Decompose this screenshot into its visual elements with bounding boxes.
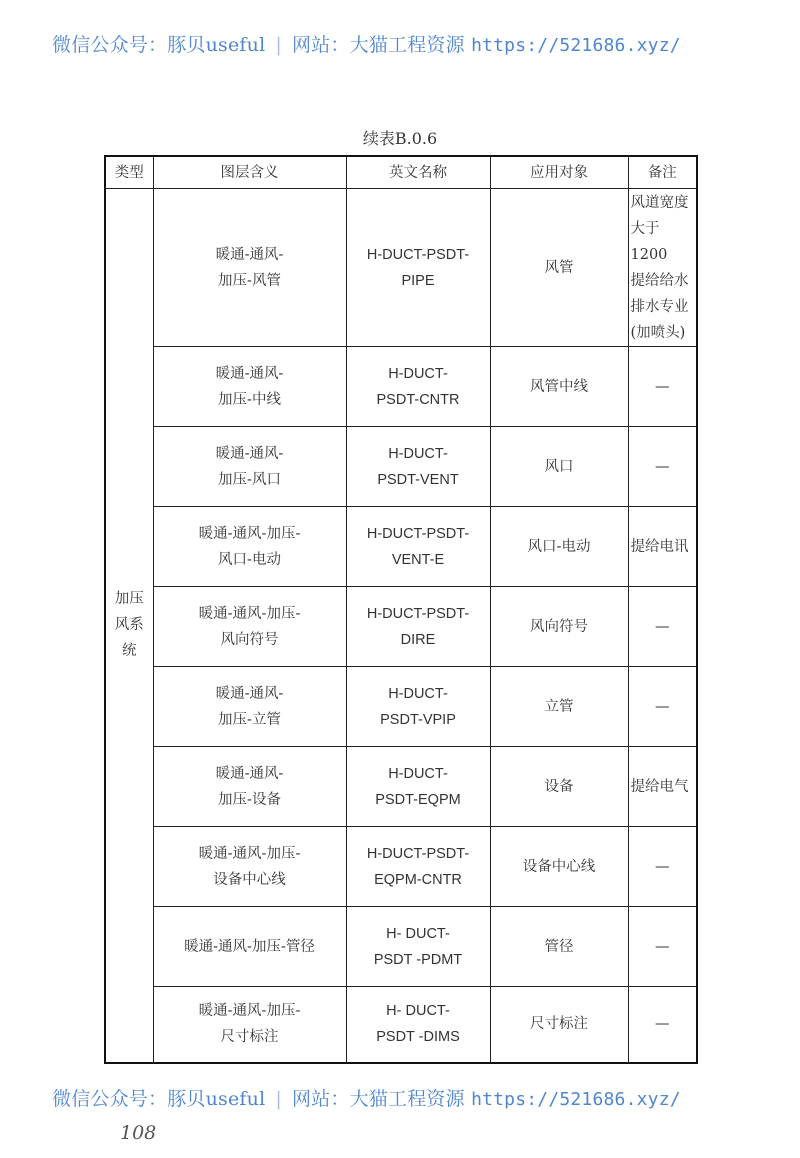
- meaning-cell: [153, 507, 346, 587]
- meaning-cell: [153, 747, 346, 827]
- meaning-cell-line: 风口-电动: [218, 551, 281, 568]
- object-cell: 立管: [490, 667, 628, 747]
- english-cell-line: H- DUCT-: [386, 925, 450, 942]
- header-object: 应用对象: [490, 156, 628, 189]
- note-cell-line: —: [655, 858, 670, 875]
- note-cell-line: 提给电气: [630, 778, 689, 795]
- meaning-cell-line: 加压-中线: [218, 391, 281, 408]
- watermark-bottom: 微信公众号：豚贝useful | 网站：大猫工程资源 https://521686.xyz/: [52, 1088, 681, 1110]
- table-row: [105, 507, 697, 587]
- english-cell: [346, 189, 490, 347]
- note-cell: [628, 747, 697, 827]
- english-cell: [346, 747, 490, 827]
- table-row: [105, 667, 697, 747]
- meaning-cell: [153, 189, 346, 347]
- note-cell-line: 提给给水: [630, 272, 689, 289]
- layer-table: [104, 155, 698, 1064]
- object-cell: 尺寸标注: [490, 987, 628, 1063]
- meaning-cell-line: 尺寸标注: [220, 1029, 279, 1046]
- english-cell-line: PSDT -DIMS: [376, 1029, 460, 1046]
- table-row: [105, 747, 697, 827]
- table-row: [105, 189, 697, 347]
- note-cell: [628, 189, 697, 347]
- english-cell-line: PSDT-VENT: [377, 471, 459, 488]
- note-cell: [628, 907, 697, 987]
- meaning-cell: [153, 587, 346, 667]
- note-cell: [628, 347, 697, 427]
- english-cell-line: H-DUCT-: [388, 685, 448, 702]
- page-number: 108: [120, 1122, 157, 1144]
- meaning-cell-line: 设备中心线: [213, 871, 286, 888]
- meaning-cell: [153, 907, 346, 987]
- meaning-cell: [153, 827, 346, 907]
- english-cell-line: PIPE: [401, 272, 435, 289]
- note-cell-line: 风道宽度: [630, 194, 689, 211]
- table-caption: 续表B.0.6: [362, 129, 438, 148]
- category-cell: 加压风系统: [105, 189, 153, 1063]
- english-cell-line: H-DUCT-PSDT-: [366, 246, 470, 263]
- english-cell-line: PSDT-VPIP: [380, 711, 456, 728]
- object-cell: 管径: [490, 907, 628, 987]
- english-cell-line: H-DUCT-: [388, 365, 448, 382]
- english-cell: [346, 427, 490, 507]
- object-cell: 风管中线: [490, 347, 628, 427]
- table-row: [105, 347, 697, 427]
- english-cell-line: PSDT-CNTR: [376, 391, 460, 408]
- note-cell-line: 提给电讯: [630, 538, 689, 555]
- header-note: 备注: [628, 156, 697, 189]
- meaning-cell-line: 暖通-通风-加压-: [198, 525, 301, 542]
- meaning-cell-line: 暖通-通风-加压-: [198, 845, 301, 862]
- meaning-cell-line: 暖通-通风-加压-: [198, 1003, 301, 1020]
- meaning-cell: [153, 347, 346, 427]
- english-cell-line: DIRE: [400, 631, 436, 648]
- english-cell-line: EQPM-CNTR: [374, 871, 462, 888]
- english-cell: [346, 827, 490, 907]
- note-cell-line: —: [655, 618, 670, 635]
- table-row: [105, 987, 697, 1063]
- object-cell: 设备中心线: [490, 827, 628, 907]
- watermark-wechat: 微信公众号：豚贝useful: [52, 1088, 266, 1110]
- watermark-site: 网站：大猫工程资源: [292, 1088, 465, 1110]
- english-cell: [346, 907, 490, 987]
- english-cell-line: PSDT -PDMT: [373, 951, 463, 968]
- english-cell-line: VENT-E: [391, 551, 445, 568]
- table-row: [105, 427, 697, 507]
- watermark-top: 微信公众号：豚贝useful | 网站：大猫工程资源 https://521686.xyz/: [52, 34, 681, 56]
- english-cell-line: H-DUCT-: [388, 445, 448, 462]
- header-meaning: 图层含义: [153, 156, 346, 189]
- header-english: 英文名称: [346, 156, 490, 189]
- english-cell-line: H-DUCT-PSDT-: [366, 845, 470, 862]
- english-cell-line: H-DUCT-PSDT-: [366, 605, 470, 622]
- english-cell: [346, 987, 490, 1063]
- note-cell-line: 大于1200: [630, 220, 668, 263]
- note-cell: [628, 827, 697, 907]
- table-row: [105, 907, 697, 987]
- note-cell-line: (加喷头): [630, 324, 686, 341]
- meaning-cell-line: 暖通-通风-: [215, 765, 284, 782]
- watermark-url[interactable]: https://521686.xyz/: [471, 35, 681, 56]
- object-cell: 设备: [490, 747, 628, 827]
- note-cell-line: —: [655, 378, 670, 395]
- meaning-cell-line: 暖通-通风-: [215, 365, 284, 382]
- note-cell-line: —: [655, 698, 670, 715]
- meaning-cell: [153, 427, 346, 507]
- object-cell: 风向符号: [490, 587, 628, 667]
- meaning-cell: [153, 667, 346, 747]
- table-row: [105, 827, 697, 907]
- english-cell-line: H-DUCT-PSDT-: [366, 525, 470, 542]
- english-cell: [346, 347, 490, 427]
- note-cell-line: —: [655, 458, 670, 475]
- table-header-row: [105, 156, 697, 189]
- meaning-cell-line: 暖通-通风-: [215, 246, 284, 263]
- note-cell: [628, 427, 697, 507]
- watermark-url[interactable]: https://521686.xyz/: [471, 1089, 681, 1110]
- meaning-cell-line: 加压-设备: [218, 791, 281, 808]
- object-cell: 风口-电动: [490, 507, 628, 587]
- object-cell: 风口: [490, 427, 628, 507]
- note-cell: [628, 987, 697, 1063]
- meaning-cell-line: 加压-立管: [218, 711, 281, 728]
- meaning-cell-line: 暖通-通风-加压-管径: [184, 938, 315, 955]
- watermark-wechat: 微信公众号：豚贝useful: [52, 34, 266, 56]
- note-cell-line: 排水专业: [630, 298, 689, 315]
- english-cell-line: H-DUCT-: [388, 765, 448, 782]
- object-cell: 风管: [490, 189, 628, 347]
- note-cell: [628, 507, 697, 587]
- meaning-cell-line: 暖通-通风-加压-: [198, 605, 301, 622]
- english-cell-line: H- DUCT-: [386, 1003, 450, 1020]
- meaning-cell-line: 暖通-通风-: [215, 685, 284, 702]
- table-row: [105, 587, 697, 667]
- note-cell: [628, 587, 697, 667]
- meaning-cell-line: 加压-风管: [218, 272, 281, 289]
- watermark-site: 网站：大猫工程资源: [292, 34, 465, 56]
- note-cell-line: —: [655, 1016, 670, 1033]
- meaning-cell-line: 暖通-通风-: [215, 445, 284, 462]
- meaning-cell-line: 风向符号: [220, 631, 279, 648]
- english-cell: [346, 507, 490, 587]
- english-cell: [346, 587, 490, 667]
- note-cell-line: —: [655, 938, 670, 955]
- header-type: 类型: [105, 156, 153, 189]
- meaning-cell: [153, 987, 346, 1063]
- english-cell: [346, 667, 490, 747]
- meaning-cell-line: 加压-风口: [218, 471, 281, 488]
- english-cell-line: PSDT-EQPM: [375, 791, 461, 808]
- note-cell: [628, 667, 697, 747]
